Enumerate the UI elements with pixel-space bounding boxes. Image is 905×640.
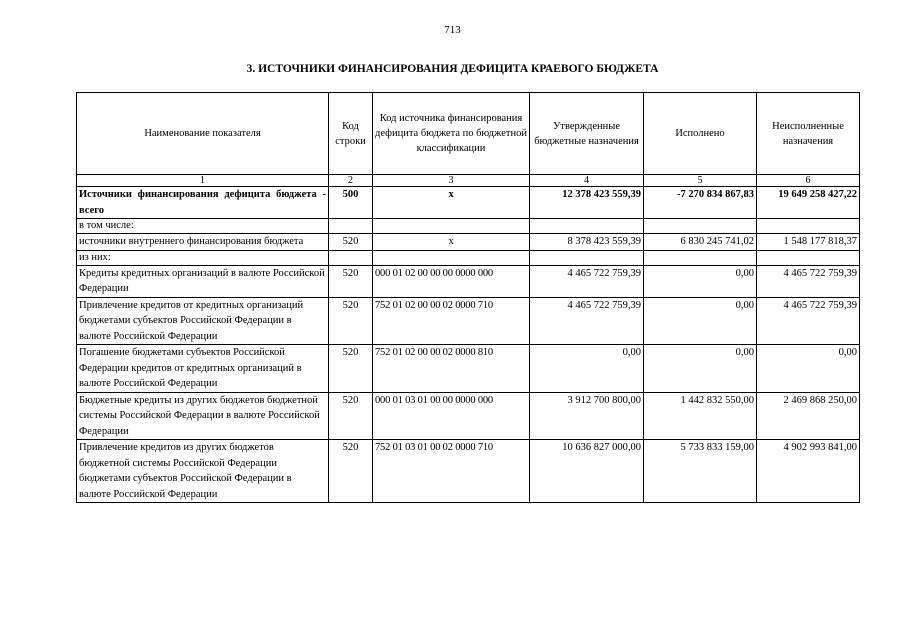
row-executed: 1 442 832 550,00	[644, 392, 757, 440]
row-executed: 0,00	[644, 265, 757, 297]
row-approved: 0,00	[530, 345, 644, 393]
row-source-code: 752 01 02 00 00 02 0000 810	[373, 345, 530, 393]
row-line-code: 520	[329, 297, 373, 345]
row-unexecuted: 2 469 868 250,00	[757, 392, 860, 440]
table-row	[77, 219, 860, 234]
row-executed: 0,00	[644, 345, 757, 393]
row-executed	[644, 219, 757, 234]
row-approved: 10 636 827 000,00	[530, 440, 644, 503]
row-line-code: 520	[329, 345, 373, 393]
row-name: в том числе:	[77, 219, 329, 234]
row-unexecuted: 0,00	[757, 345, 860, 393]
row-approved: 8 378 423 559,39	[530, 234, 644, 251]
row-executed: 0,00	[644, 297, 757, 345]
header-approved: Утвержденные бюджетные назначения	[530, 93, 644, 175]
table-row	[77, 234, 860, 251]
table-header-row	[77, 93, 860, 175]
row-approved: 12 378 423 559,39	[530, 187, 644, 219]
row-line-code: 500	[329, 187, 373, 219]
table-row	[77, 345, 860, 393]
row-approved: 4 465 722 759,39	[530, 265, 644, 297]
header-indicator-name: Наименование показателя	[77, 93, 329, 175]
header-source-code: Код источника финансирования дефицита бюджета по бюджетной классификации	[373, 93, 530, 175]
row-source-code: 000 01 02 00 00 00 0000 000	[373, 265, 530, 297]
row-approved	[530, 219, 644, 234]
table-row	[77, 250, 860, 265]
row-unexecuted: 4 465 722 759,39	[757, 265, 860, 297]
row-name: Источники финансирования дефицита бюджета - всего	[77, 187, 329, 219]
row-executed: 6 830 245 741,02	[644, 234, 757, 251]
column-number: 6	[757, 175, 860, 187]
row-line-code: 520	[329, 265, 373, 297]
row-source-code: x	[373, 187, 530, 219]
row-approved: 3 912 700 800,00	[530, 392, 644, 440]
row-source-code: 752 01 02 00 00 02 0000 710	[373, 297, 530, 345]
table-row	[77, 297, 860, 345]
row-line-code: 520	[329, 440, 373, 503]
row-name: источники внутреннего финансирования бюджета	[77, 234, 329, 251]
row-line-code	[329, 250, 373, 265]
column-number: 5	[644, 175, 757, 187]
row-source-code	[373, 250, 530, 265]
section-title: 3. ИСТОЧНИКИ ФИНАНСИРОВАНИЯ ДЕФИЦИТА КРАЕВОГО БЮДЖЕТА	[246, 63, 659, 75]
table-row	[77, 392, 860, 440]
row-source-code: 752 01 03 01 00 02 0000 710	[373, 440, 530, 503]
row-executed	[644, 250, 757, 265]
row-unexecuted: 4 902 993 841,00	[757, 440, 860, 503]
column-number: 4	[530, 175, 644, 187]
column-numbers-row	[77, 175, 860, 187]
row-unexecuted: 4 465 722 759,39	[757, 297, 860, 345]
row-name: Привлечение кредитов из других бюджетов бюджетной системы Российской Федерации бюджетами субъектов Российской Федерации в валюте Российской Федерации	[77, 440, 329, 503]
deficit-financing-table	[76, 92, 860, 503]
header-executed: Исполнено	[644, 93, 757, 175]
row-unexecuted: 1 548 177 818,37	[757, 234, 860, 251]
row-name: из них:	[77, 250, 329, 265]
row-executed: -7 270 834 867,83	[644, 187, 757, 219]
row-name: Бюджетные кредиты из других бюджетов бюджетной системы Российской Федерации в валюте Российской Федерации	[77, 392, 329, 440]
row-approved	[530, 250, 644, 265]
table-row	[77, 187, 860, 219]
row-name: Кредиты кредитных организаций в валюте Российской Федерации	[77, 265, 329, 297]
row-executed: 5 733 833 159,00	[644, 440, 757, 503]
row-source-code	[373, 219, 530, 234]
header-line-code: Код строки	[329, 93, 373, 175]
column-number: 1	[77, 175, 329, 187]
row-line-code: 520	[329, 234, 373, 251]
row-approved: 4 465 722 759,39	[530, 297, 644, 345]
column-number: 2	[329, 175, 373, 187]
row-source-code: 000 01 03 01 00 00 0000 000	[373, 392, 530, 440]
row-source-code: x	[373, 234, 530, 251]
row-name: Привлечение кредитов от кредитных организаций бюджетами субъектов Российской Федерации в валюте Российской Федерации	[77, 297, 329, 345]
table-row	[77, 440, 860, 503]
row-line-code: 520	[329, 392, 373, 440]
row-unexecuted	[757, 250, 860, 265]
header-unexecuted: Неисполненные назначения	[757, 93, 860, 175]
row-line-code	[329, 219, 373, 234]
table-row	[77, 265, 860, 297]
row-unexecuted	[757, 219, 860, 234]
row-name: Погашение бюджетами субъектов Российской Федерации кредитов от кредитных организаций в валюте Российской Федерации	[77, 345, 329, 393]
column-number: 3	[373, 175, 530, 187]
row-unexecuted: 19 649 258 427,22	[757, 187, 860, 219]
page-number: 713	[444, 24, 461, 36]
